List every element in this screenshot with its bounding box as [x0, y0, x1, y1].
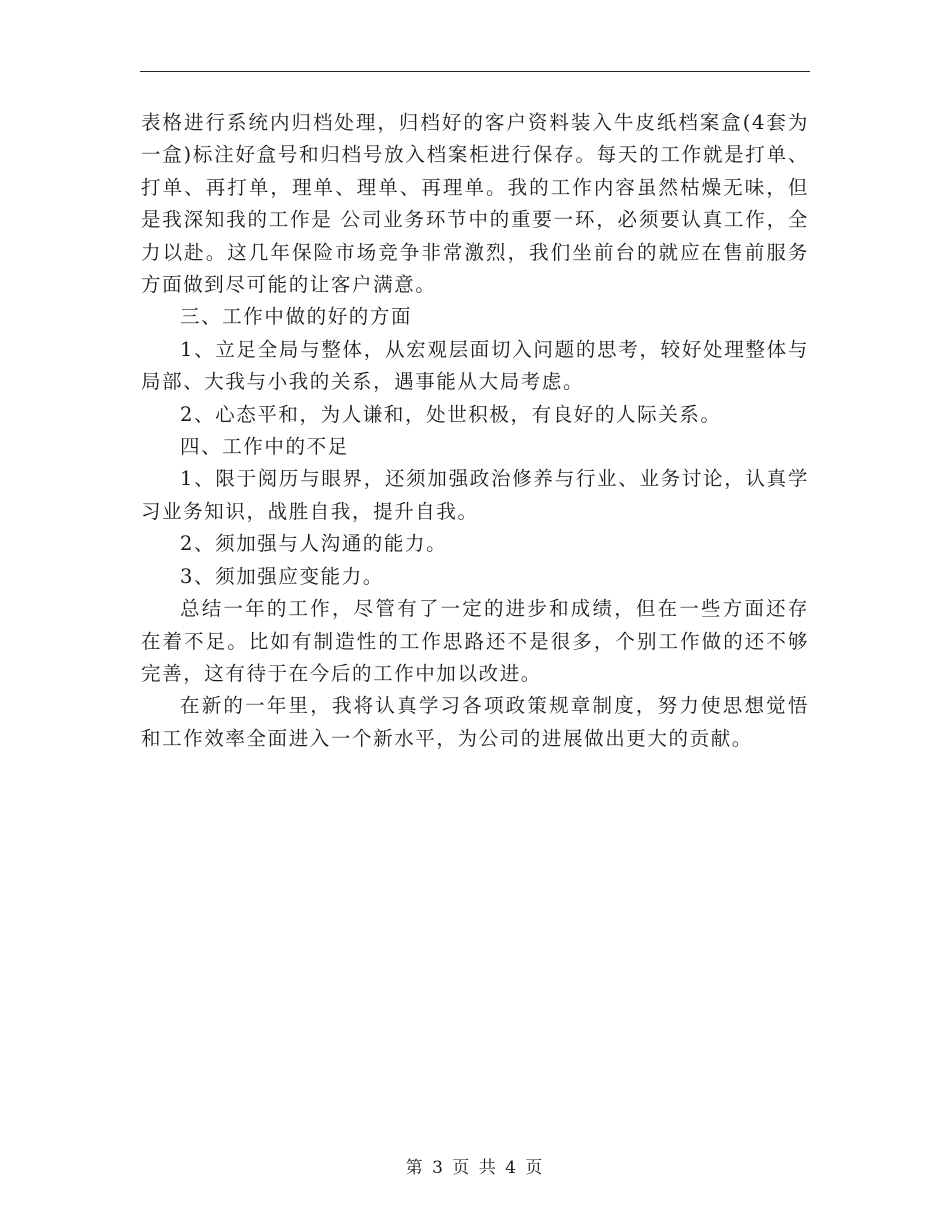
- shortcoming-item-1: 1、限于阅历与眼界，还须加强政治修养与行业、业务讨论，认真学习业务知识，战胜自我，提升自我。: [141, 467, 809, 523]
- section-heading-strengths: 三、工作中做的好的方面: [180, 305, 413, 329]
- shortcoming-item-3: 3、须加强应变能力。: [180, 564, 384, 588]
- document-body: [141, 107, 809, 755]
- header-rule: [140, 71, 810, 72]
- paragraph-continuation: 表格进行系统内归档处理，归档好的客户资料装入牛皮纸档案盒(4套为 一盒)标注好盒号和归档号放入档案柜进行保存。每天的工作就是打单、打单、再打单，理单、理单、再理单。我的工作内容虽然枯燥无味，但是我深知我的工作是 公司业务环节中的重要一环，必须要认真工作，全力以赴。这几年保险市场竞争非常激烈，我们坐前台的就应在售前服务方面做到尽可能的让客户满意。: [141, 111, 809, 297]
- strength-item-1: 1、立足全局与整体，从宏观层面切入问题的思考，较好处理整体与局部、大我与小我的关系，遇事能从大局考虑。: [141, 337, 809, 394]
- section-heading-shortcomings: 四、工作中的不足: [180, 435, 349, 459]
- page-number-footer: 第 3 页 共 4 页: [405, 1158, 545, 1178]
- shortcoming-item-2: 2、须加强与人沟通的能力。: [180, 532, 448, 556]
- closing-paragraph: 在新的一年里，我将认真学习各项政策规章制度，努力使思想觉悟和工作效率全面进入一个新水平，为公司的进展做出更大的贡献。: [141, 694, 809, 750]
- strength-item-2: 2、心态平和，为人谦和，处世积极，有良好的人际关系。: [180, 402, 722, 426]
- summary-paragraph: 总结一年的工作，尽管有了一定的进步和成绩，但在一些方面还存在着不足。比如有制造性的工作思路还不是很多，个别工作做的还不够完善，这有待于在今后的工作中加以改进。: [141, 597, 809, 685]
